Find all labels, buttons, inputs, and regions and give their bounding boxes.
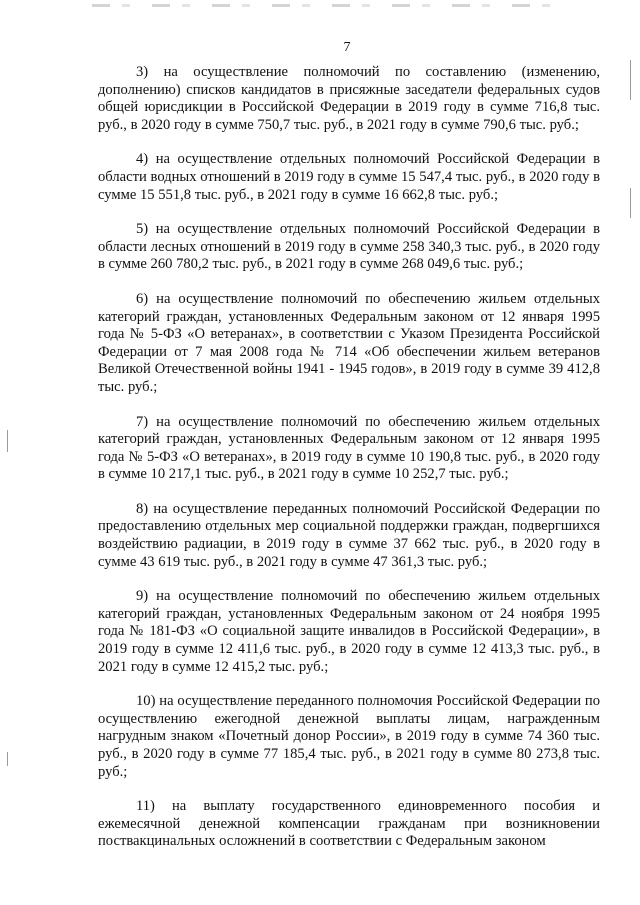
list-item: 9) на осуществление полномочий по обеспечению жильем отдельных категорий граждан, установленных Федеральным законом от 24 ноября 1995 года № 181-ФЗ «О социальной защите инвалидов в Российской Федерации», в 2019 году в сумме 12 411,6 тыс. руб., в 2020 году в сумме 12 413,3 тыс. руб., в 2021 году в сумме 12 415,2 тыс. руб.; <box>98 588 600 675</box>
list-item: 5) на осуществление отдельных полномочий Российской Федерации в области лесных отношений в 2019 году в сумме 258 340,3 тыс. руб., в 2020 году в сумме 260 780,2 тыс. руб., в 2021 году в сумме 268 049,6 тыс. руб.; <box>98 221 600 273</box>
document-body <box>98 64 600 868</box>
list-item: 7) на осуществление полномочий по обеспечению жильем отдельных категорий граждан, установленных Федеральным законом от 12 января 1995 года № 5-ФЗ «О ветеранах», в 2019 году в сумме 10 190,8 тыс. руб., в 2020 году в сумме 10 217,1 тыс. руб., в 2021 году в сумме 10 252,7 тыс. руб.; <box>98 413 600 483</box>
list-item: 10) на осуществление переданного полномочия Российской Федерации по осуществлению ежегодной денежной выплаты лицам, награжденным нагрудным знаком «Почетный донор России», в 2019 году в сумме 74 360 тыс. руб., в 2020 году в сумме 77 185,4 тыс. руб., в 2021 году в сумме 80 273,8 тыс. руб.; <box>98 693 600 780</box>
list-item: 8) на осуществление переданных полномочий Российской Федерации по предоставлению отдельных мер социальной поддержки граждан, подвергшихся воздействию радиации, в 2019 году в сумме 37 662 тыс. руб., в 2020 году в сумме 43 619 тыс. руб., в 2021 году в сумме 47 361,3 тыс. руб.; <box>98 500 600 570</box>
list-item: 6) на осуществление полномочий по обеспечению жильем отдельных категорий граждан, установленных Федеральным законом от 12 января 1995 года № 5-ФЗ «О ветеранах», в соответствии с Указом Президента Российской Федерации от 7 мая 2008 года № 714 «Об обеспечении жильем ветеранов Великой Отечественной войны 1941 - 1945 годов», в 2019 году в сумме 39 412,8 тыс. руб.; <box>98 290 600 395</box>
scan-edge-mark <box>7 752 8 766</box>
scan-artifact-top <box>92 4 562 7</box>
scan-edge-mark <box>630 188 631 218</box>
scan-edge-mark <box>7 430 8 452</box>
scan-edge-mark <box>630 60 631 100</box>
list-item: 11) на выплату государственного единовременного пособия и ежемесячной денежной компенсации гражданам при возникновении поствакцинальных осложнений в соответствии с Федеральным законом <box>98 798 600 850</box>
page-number: 7 <box>343 40 351 55</box>
list-item: 3) на осуществление полномочий по составлению (изменению, дополнению) списков кандидатов в присяжные заседатели федеральных судов общей юрисдикции в Российской Федерации в 2019 году в сумме 716,8 тыс. руб., в 2020 году в сумме 750,7 тыс. руб., в 2021 году в сумме 790,6 тыс. руб.; <box>98 64 600 133</box>
list-item: 4) на осуществление отдельных полномочий Российской Федерации в области водных отношений в 2019 году в сумме 15 547,4 тыс. руб., в 2020 году в сумме 15 551,8 тыс. руб., в 2021 году в сумме 16 662,8 тыс. руб.; <box>98 151 600 203</box>
